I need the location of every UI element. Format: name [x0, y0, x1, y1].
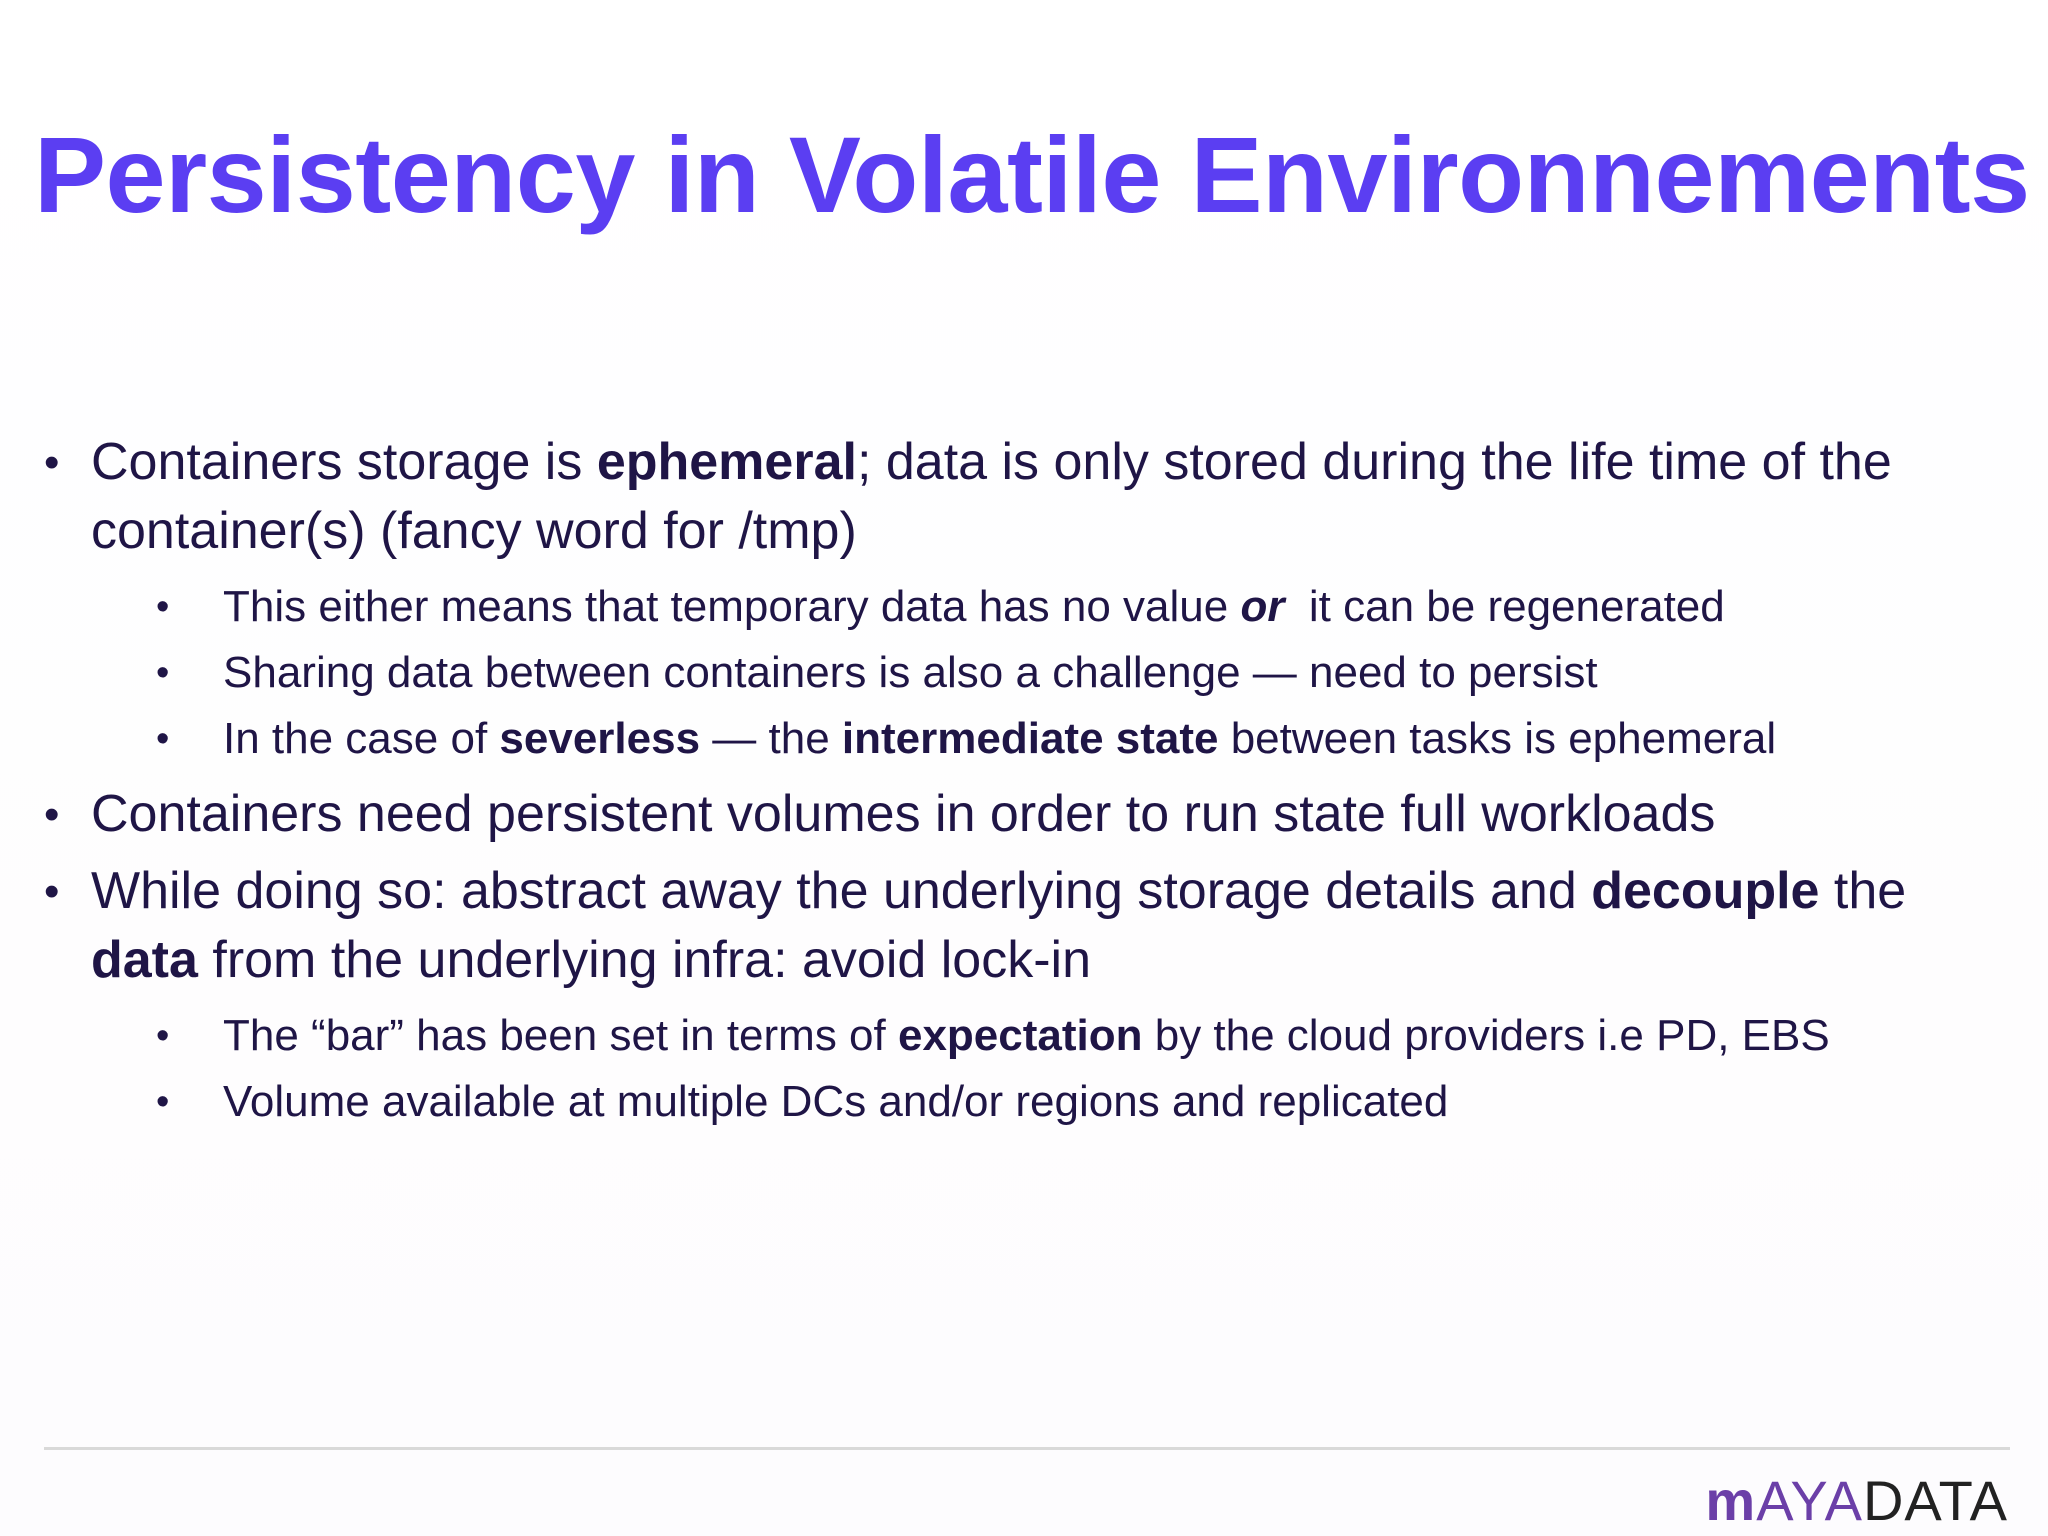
sub-bullet-item: [44, 640, 2024, 706]
slide-title: Persistency in Volatile Environnements: [34, 114, 2030, 235]
bullet-bold-text: decouple: [1591, 862, 1820, 920]
sub-bullet-item: [44, 1069, 2024, 1135]
footer-divider: [44, 1447, 2010, 1450]
slide-body: [44, 428, 2024, 1135]
sub-bullet-item: [44, 574, 2024, 640]
sub-bullet-text: between tasks is ephemeral: [1218, 714, 1777, 763]
logo-m-mark: m: [1705, 1469, 1757, 1532]
sub-bullet-list: [44, 574, 2024, 772]
sub-bullet-text: Sharing data between containers is also a challenge — need to persist: [223, 648, 1598, 697]
sub-bullet-text: — the: [700, 714, 842, 763]
bullet-text: Containers need persistent volumes in order to run state full workloads: [91, 785, 1716, 843]
bullet-dot-icon: •: [44, 790, 60, 839]
bullet-dot-icon: •: [156, 652, 170, 694]
sub-bullet-emphasis: or: [1240, 582, 1285, 631]
sub-bullet-bold-text: intermediate state: [841, 714, 1219, 763]
bullet-bold-text: data: [91, 931, 198, 989]
bullet-dot-icon: •: [156, 586, 170, 628]
bullet-dot-icon: •: [44, 867, 60, 916]
sub-bullet-bold-text: severless: [499, 714, 701, 763]
bullet-item: [44, 857, 2024, 995]
bullet-dot-icon: •: [44, 438, 60, 487]
sub-bullet-text: This either means that temporary data has no value: [223, 582, 1241, 631]
sub-bullet-bold-text: expectation: [897, 1011, 1143, 1060]
sub-bullet-item: [44, 1003, 2024, 1069]
sub-bullet-text: In the case of: [223, 714, 500, 763]
sub-bullet-text: The “bar” has been set in terms of: [223, 1011, 898, 1060]
bullet-dot-icon: •: [156, 718, 170, 760]
bullet-text: from the underlying infra: avoid lock-in: [197, 931, 1092, 989]
mayadata-logo: [1705, 1468, 2008, 1533]
bullet-text: While doing so: abstract away the underlying storage details and: [91, 862, 1592, 920]
bullet-dot-icon: •: [156, 1081, 170, 1123]
bullet-item: [44, 428, 2024, 566]
sub-bullet-list: [44, 1003, 2024, 1135]
bullet-text: ; data is only stored during the life time of the container(s) (fancy word for /tmp): [91, 433, 1892, 560]
bullet-item: [44, 780, 2024, 849]
bullet-text: the: [1819, 862, 1907, 920]
sub-bullet-item: [44, 706, 2024, 772]
sub-bullet-text: by the cloud providers i.e PD, EBS: [1142, 1011, 1830, 1060]
sub-bullet-text: Volume available at multiple DCs and/or regions and replicated: [223, 1077, 1449, 1126]
sub-bullet-text: it can be regenerated: [1284, 582, 1725, 631]
bullet-text: Containers storage is: [91, 433, 597, 491]
logo-data: DATA: [1862, 1469, 2008, 1532]
bullet-bold-text: ephemeral: [596, 433, 857, 491]
logo-aya: AYA: [1756, 1469, 1863, 1532]
bullet-dot-icon: •: [156, 1015, 170, 1057]
